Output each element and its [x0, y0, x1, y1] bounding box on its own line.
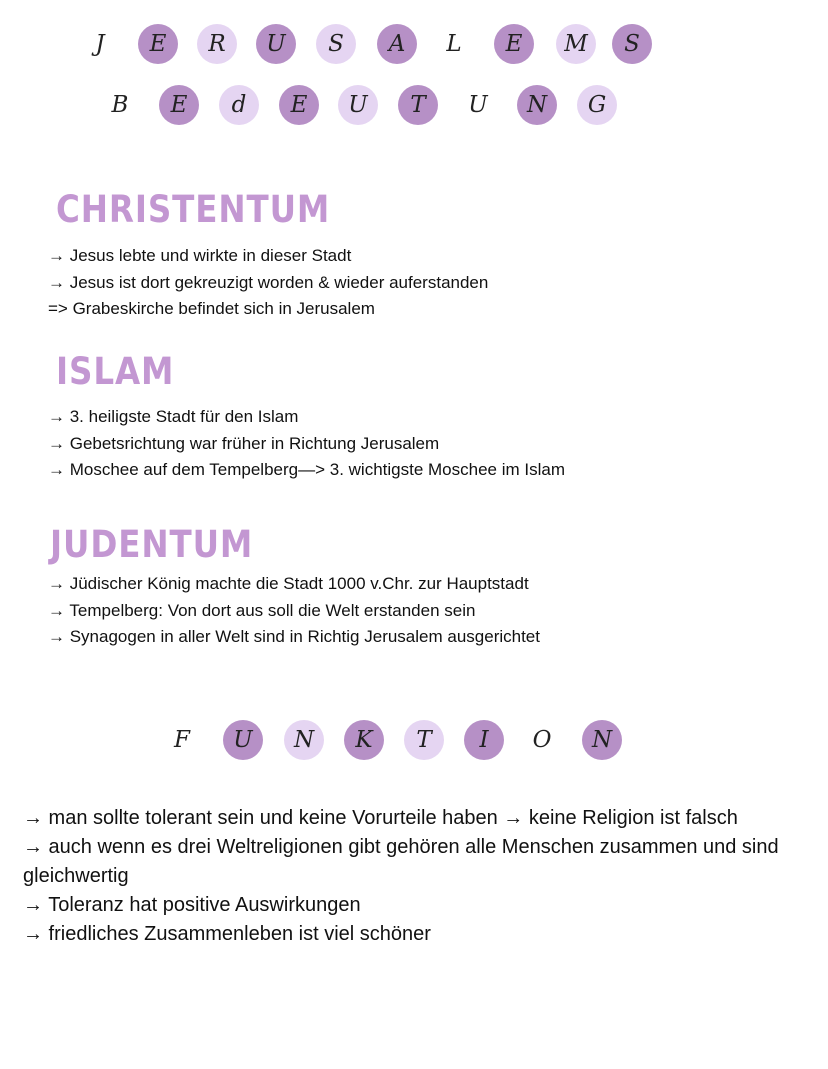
title-letter: N — [517, 85, 557, 125]
title-letter: T — [398, 85, 438, 125]
title-letter: B — [111, 91, 129, 118]
title-letter: N — [284, 720, 324, 760]
list-item: → Tempelberg: Von dort aus soll die Welt erstanden sein — [48, 600, 476, 620]
list-item: => Grabeskirche befindet sich in Jerusalem — [48, 299, 375, 318]
list-christentum — [48, 243, 488, 323]
title-letter: d — [219, 85, 259, 125]
title-letter: U — [468, 91, 488, 118]
title-letter: O — [532, 726, 552, 753]
title-letter: N — [582, 720, 622, 760]
title-letter: U — [223, 720, 263, 760]
heading-judentum: JUDENTUM — [50, 523, 254, 566]
heading-islam: ISLAM — [56, 350, 175, 393]
title-letter: J — [95, 30, 105, 57]
list-item: → Jüdischer König machte die Stadt 1000 v.Chr. zur Hauptstadt — [48, 574, 529, 593]
title-letter: U — [256, 24, 296, 64]
list-item: → Jesus lebte und wirkte in dieser Stadt — [48, 246, 352, 265]
title-letter: A — [377, 24, 417, 64]
list-judentum — [48, 571, 540, 651]
title-letter: U — [338, 85, 378, 125]
title-letter: S — [316, 24, 356, 64]
title-letter: E — [138, 24, 178, 64]
title-letter: I — [464, 720, 504, 760]
title-letter: G — [577, 85, 617, 125]
title-letter: F — [174, 726, 190, 753]
list-item: → 3. heiligste Stadt für den Islam — [48, 407, 299, 426]
list-item: → Gebetsrichtung war früher in Richtung Jerusalem — [48, 433, 440, 453]
list-item: → Synagogen in aller Welt sind in Richtig Jerusalem ausgerichtet — [48, 627, 540, 646]
title-letter: E — [159, 85, 199, 125]
list-item: → friedliches Zusammenleben ist viel schöner — [23, 923, 431, 945]
title-letter: E — [494, 24, 534, 64]
heading-christentum: CHRISTENTUM — [56, 188, 331, 231]
title-letter: S — [612, 24, 652, 64]
title-letter: T — [404, 720, 444, 760]
title-letter: K — [344, 720, 384, 760]
list-islam — [48, 404, 565, 484]
title-letter: E — [279, 85, 319, 125]
list-item: → Toleranz hat positive Auswirkungen — [23, 894, 361, 916]
list-funktion — [23, 804, 813, 949]
list-item: → Jesus ist dort gekreuzigt worden & wieder auferstanden — [48, 272, 489, 292]
title-letter: L — [446, 30, 462, 57]
list-item: → man sollte tolerant sein und keine Vorurteile haben → keine Religion ist falsch — [23, 807, 738, 829]
list-item: → Moschee auf dem Tempelberg—> 3. wichtigste Moschee im Islam — [48, 460, 565, 479]
list-item: → auch wenn es drei Weltreligionen gibt gehören alle Menschen zusammen und sind gleichwertig — [23, 836, 779, 887]
title-letter: R — [197, 24, 237, 64]
title-letter: M — [556, 24, 596, 64]
